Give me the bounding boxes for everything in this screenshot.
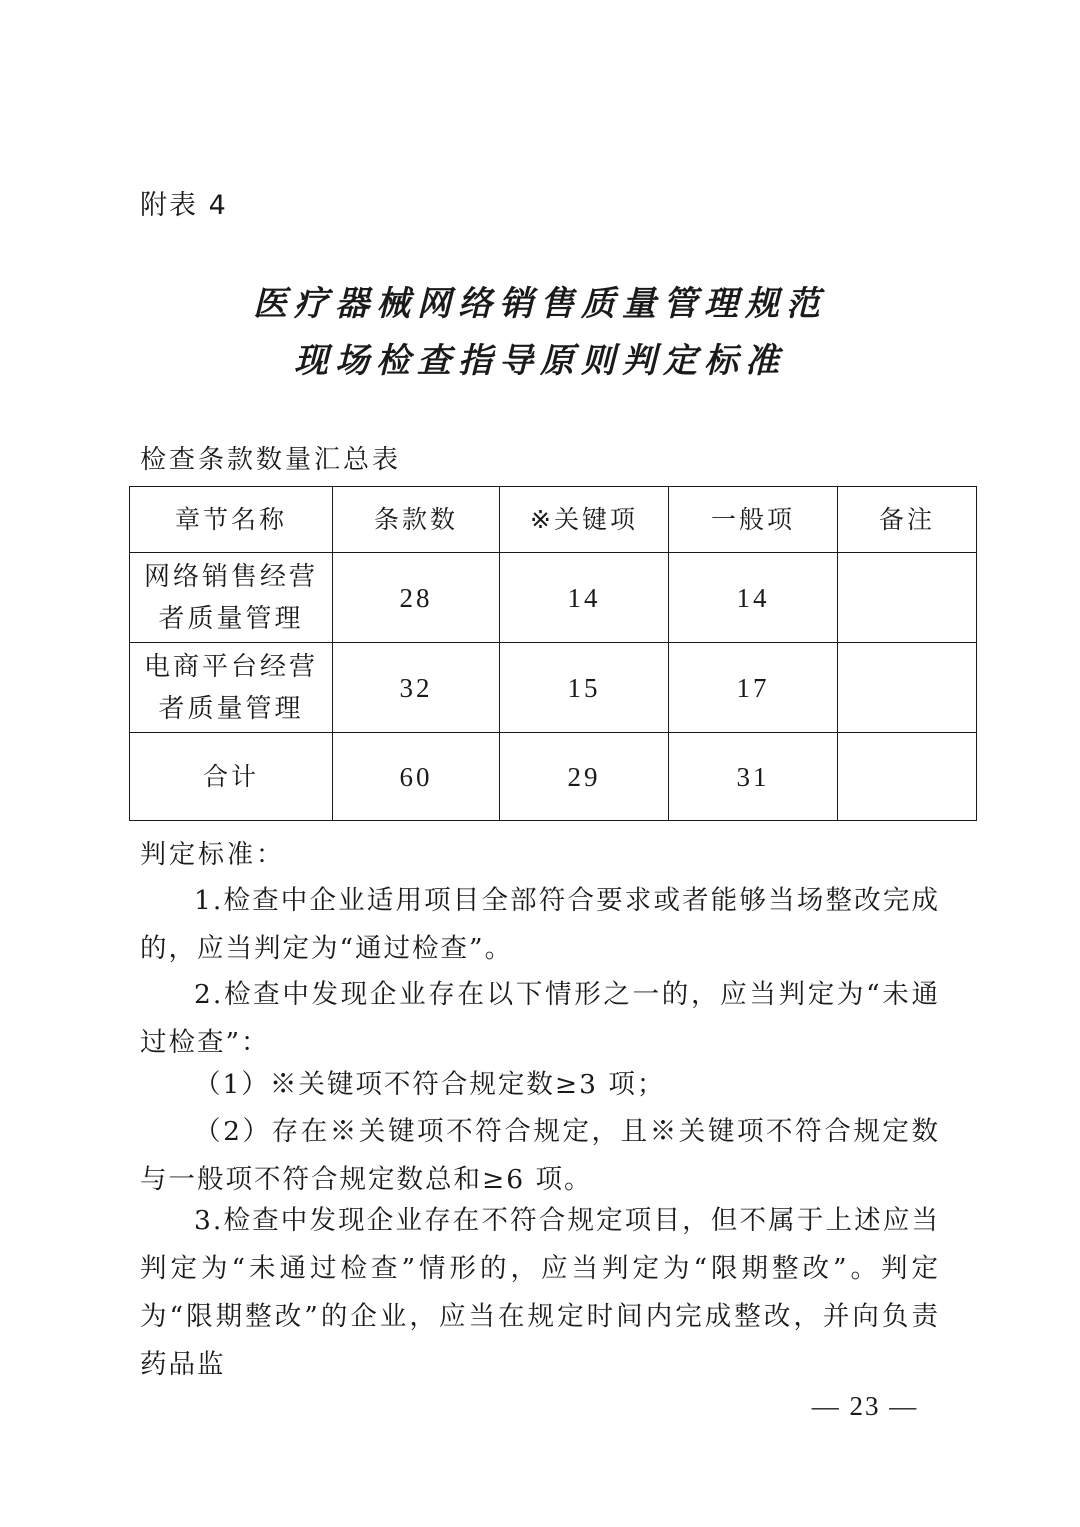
total-label-cell: 合计	[130, 733, 333, 821]
key-items-cell: 15	[500, 643, 669, 733]
total-general-items-cell: 31	[669, 733, 838, 821]
chapter-name-line-2: 者质量管理	[158, 693, 304, 724]
chapter-name-cell	[130, 553, 333, 643]
table-row	[130, 643, 977, 733]
table-total-row	[130, 733, 977, 821]
general-items-cell: 14	[669, 553, 838, 643]
remarks-cell	[838, 643, 977, 733]
header-key-items: ※关键项	[500, 487, 669, 553]
table-caption: 检查条款数量汇总表	[140, 445, 402, 475]
page-number: — 23 —	[811, 1391, 919, 1421]
remarks-cell	[838, 553, 977, 643]
header-remarks: 备注	[838, 487, 977, 553]
key-items-cell: 14	[500, 553, 669, 643]
total-clause-count-cell: 60	[333, 733, 500, 821]
table-row	[130, 553, 977, 643]
criteria-item-1: （1）※关键项不符合规定数≥3 项；	[194, 1069, 666, 1100]
attachment-label: 附表 4	[140, 190, 228, 221]
document-title-line-1: 医疗器械网络销售质量管理规范	[253, 284, 827, 324]
clause-count-cell: 28	[333, 553, 500, 643]
criteria-label: 判定标准：	[140, 840, 286, 870]
criteria-paragraph-3: 3.检查中发现企业存在不符合规定项目，但不属于上述应当判定为“未通过检查”情形的，应当判定为“限期整改”。判定为“限期整改”的企业，应当在规定时间内完成整改，并向负责药品监	[140, 1205, 940, 1380]
table-header-row	[130, 487, 977, 553]
chapter-name-cell	[130, 643, 333, 733]
chapter-name-line-2: 者质量管理	[158, 603, 304, 634]
clause-count-cell: 32	[333, 643, 500, 733]
header-general-items: 一般项	[669, 487, 838, 553]
summary-table	[129, 486, 977, 821]
criteria-item-2: （2）存在※关键项不符合规定，且※关键项不符合规定数与一般项不符合规定数总和≥6 项。	[140, 1116, 940, 1195]
chapter-name-line-1: 网络销售经营	[143, 561, 318, 592]
total-remarks-cell	[838, 733, 977, 821]
criteria-paragraph-1: 1.检查中企业适用项目全部符合要求或者能够当场整改完成的，应当判定为“通过检查”。	[140, 885, 940, 964]
document-title-line-2: 现场检查指导原则判定标准	[294, 341, 786, 381]
total-key-items-cell: 29	[500, 733, 669, 821]
header-clause-count: 条款数	[333, 487, 500, 553]
general-items-cell: 17	[669, 643, 838, 733]
chapter-name-line-1: 电商平台经营	[143, 651, 318, 682]
header-chapter-name: 章节名称	[130, 487, 333, 553]
criteria-paragraph-2: 2.检查中发现企业存在以下情形之一的，应当判定为“未通过检查”：	[140, 979, 940, 1058]
